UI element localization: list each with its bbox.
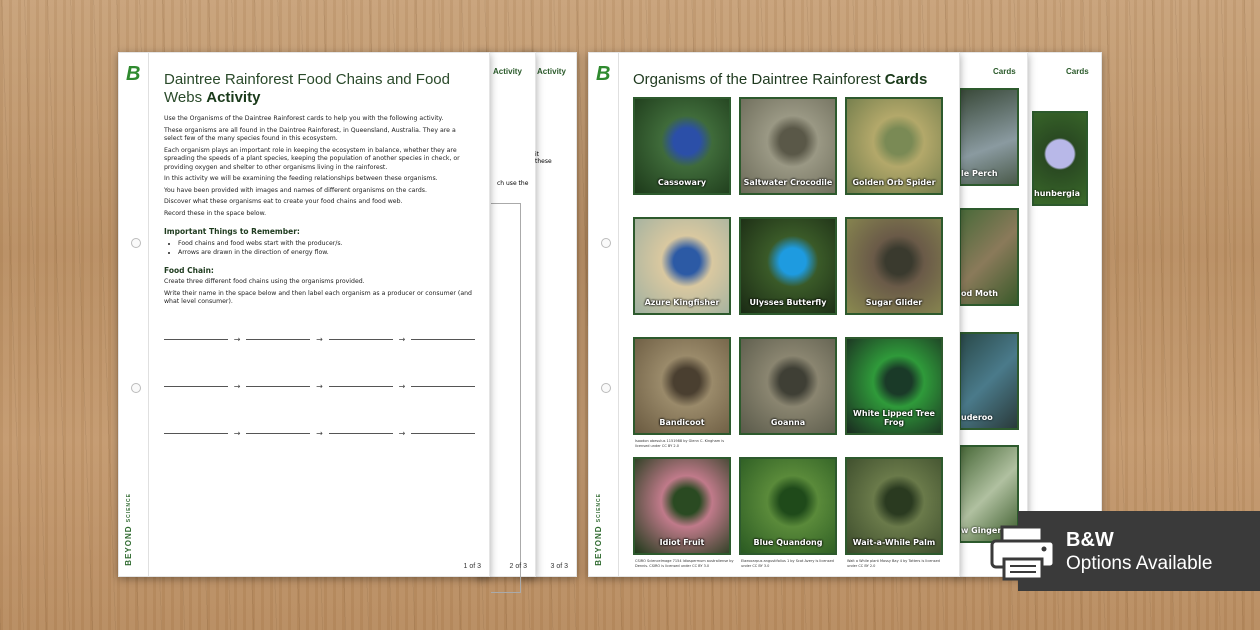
beyond-science-brand: BEYOND SCIENCE [124,493,133,566]
worksheet-page-1 [118,52,490,577]
page-title: Cards [1066,67,1089,76]
page-number: 2 of 3 [509,563,527,570]
answer-line[interactable] [164,339,228,340]
organism-card [845,217,943,315]
paragraph: Create three different food chains using the organisms provided. [164,278,365,285]
answer-line[interactable] [246,433,310,434]
card-grid [633,97,943,568]
card-image [1032,111,1088,206]
beyond-logo: B [126,63,141,85]
answer-line[interactable] [246,339,310,340]
card-label: od Moth [961,289,998,298]
answer-line[interactable] [329,339,393,340]
paragraph: Discover what these organisms eat to create your food chains and food web. [164,198,403,205]
arrow-icon: → [398,381,406,391]
organism-card [739,97,837,195]
card-label: Golden Orb Spider [852,178,936,187]
paragraph: In this activity we will be examining the feeding relationships between these organisms. [164,175,438,182]
card-label: w Ginger [961,526,1002,535]
printer-icon [988,525,1058,581]
answer-line[interactable] [329,386,393,387]
punch-hole [601,238,611,248]
card-image [959,88,1019,186]
badge-subtitle: Options Available [1066,553,1213,574]
paragraph: Use the Organisms of the Daintree Rainforest cards to help you with the following activity. [164,115,444,122]
punch-hole [131,383,141,393]
beyond-science-brand: BEYOND SCIENCE [594,493,603,566]
image-credit: Isoodon obesulus 1151988 by Glenn C. Kingham is licensed under CC BY 2.0 [635,439,725,448]
card-label: White Lipped Tree Frog [853,409,935,427]
card-label: Wait-a-While Palm [852,538,936,547]
answer-line[interactable] [329,433,393,434]
page-number: 3 of 3 [550,563,568,570]
answer-line[interactable] [164,386,228,387]
list-item: • Arrows are drawn in the direction of energy flow. [178,248,475,257]
organism-card [633,97,731,195]
organism-card [633,337,731,448]
margin-strip [119,53,149,576]
answer-line[interactable] [411,433,475,434]
arrow-icon: → [316,334,323,344]
card-label: Bandicoot [659,418,705,427]
image-credit: Wait a While plant Mossy Bay 4 by Tatters is licensed under CC BY 2.0 [847,559,940,568]
organism-card [633,217,731,315]
paragraph: These organisms are all found in the Daintree Rainforest, in Queensland, Australia. They are a select few of the many species found in this ecosystem. [164,126,456,142]
answer-line[interactable] [246,386,310,387]
worksheet-content [164,71,475,438]
image-credit: Elaeocarpus angustifolius 1 by Scot Avery is licensed under CC BY 3.0 [741,559,834,568]
paragraph: Write their name in the space below and then label each organism as a producer or consumer (and what level consumer). [164,289,472,305]
card-label: Azure Kingfisher [644,298,720,307]
remember-heading: Important Things to Remember: [164,227,300,236]
answer-line[interactable] [411,339,475,340]
beyond-logo: B [596,63,611,85]
cards-page-2 [956,52,1028,577]
card-label: Cassowary [657,178,707,187]
card-label: le Perch [961,169,998,178]
list-item: • Food chains and food webs start with the producer/s. [178,239,475,248]
paragraph: Each organism plays an important role in keeping the ecosystem in balance, whether they are spreading the speeds of a plant species, keeping the population of another species in check, or providing oxygen and shelter to other organisms living in the rainforest. [164,146,460,171]
card-label: Sugar Glider [865,298,923,307]
organism-card [739,217,837,315]
card-label: Blue Quandong [753,538,823,547]
drawing-box [491,203,521,593]
page-title: Cards [993,67,1016,76]
arrow-icon: → [398,334,406,344]
organism-card [845,97,943,195]
card-label: hunbergia [1034,189,1081,198]
organism-card [739,457,837,568]
card-image [959,332,1019,430]
organism-card [845,337,943,435]
card-label: Idiot Fruit [659,538,705,547]
arrow-icon: → [233,428,241,438]
bw-options-badge [1018,511,1260,591]
cards-page-3 [1025,52,1102,577]
card-label: Saltwater Crocodile [743,178,833,187]
page-number: 1 of 3 [463,563,481,570]
arrow-icon: → [316,428,323,438]
answer-line[interactable] [164,433,228,434]
card-image [959,208,1019,306]
paragraph: You have been provided with images and names of different organisms on the cards. [164,186,427,194]
arrow-icon: → [316,381,323,391]
card-label: Goanna [770,418,806,427]
badge-title: B&W [1066,529,1114,551]
text-snippet: ch use the [497,180,529,187]
arrow-icon: → [398,428,406,438]
image-credit: CSIRO ScienceImage 7154 Idiospermum australiense by Dennis. CSIRO is licensed under CC BY 3.0 [635,559,734,568]
page-title: Activity [493,67,522,76]
page-title: Organisms of the Daintree Rainforest Cards [633,71,928,88]
food-chain-row [164,335,475,344]
punch-hole [131,238,141,248]
organism-card [633,457,734,568]
food-chain-row [164,429,475,438]
paragraph: Record these in the space below. [164,209,267,217]
arrow-icon: → [233,381,241,391]
food-chain-row [164,382,475,391]
arrow-icon: → [233,334,241,344]
margin-strip [589,53,619,576]
card-label: uderoo [961,413,993,422]
page-title: Daintree Rainforest Food Chains and Food Webs Activity [164,71,450,106]
organism-card [739,337,837,435]
cards-page-1 [588,52,960,577]
punch-hole [601,383,611,393]
organism-card [845,457,943,568]
answer-line[interactable] [411,386,475,387]
page-title: Activity [537,67,566,76]
card-label: Ulysses Butterfly [749,298,827,307]
food-chain-heading: Food Chain: [164,266,214,275]
text-snippet: it these [535,151,552,165]
remember-list [178,239,475,257]
